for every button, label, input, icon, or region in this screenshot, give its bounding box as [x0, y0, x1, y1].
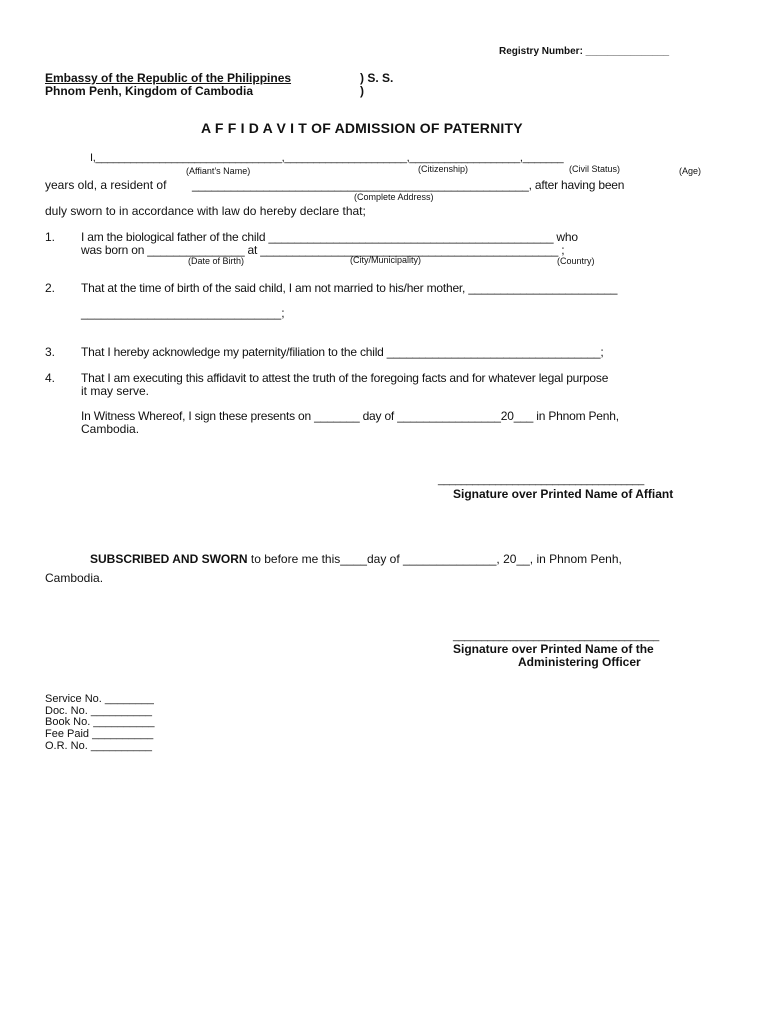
intro-line-1: I,________________________________,_____________________,___________________,_______	[90, 152, 564, 164]
caption-civil-status: (Civil Status)	[569, 164, 621, 174]
item-2-line-1: That at the time of birth of the said child, I am not married to his/her mother, _______________________	[81, 281, 618, 295]
intro-line-3: duly sworn to in accordance with law do hereby declare that;	[45, 204, 366, 218]
officer-signature-line: ____________________________________	[453, 630, 659, 642]
witness-line-1: In Witness Whereof, I sign these presents on _______ day of ________________20___ in Phnom Penh,	[81, 409, 619, 423]
fee-paid: Fee Paid __________	[45, 728, 154, 740]
venue-ss: ) S. S.	[360, 71, 394, 85]
caption-city-municipality: (City/Municipality)	[350, 255, 422, 265]
caption-affiant-name: (Affiant’s Name)	[186, 166, 251, 176]
item-4-number: 4.	[45, 371, 56, 385]
venue-ss-bracket: )	[360, 84, 364, 98]
jurat-rest: to before me this____day of ______________, 20__, in Phnom Penh,	[247, 552, 622, 566]
affiant-signature-label: Signature over Printed Name of Affiant	[453, 487, 674, 501]
jurat-line-1	[90, 552, 622, 566]
item-3-line-1: That I hereby acknowledge my paternity/filiation to the child _________________________________;	[81, 345, 604, 359]
caption-complete-address: (Complete Address)	[354, 192, 434, 202]
item-3-number: 3.	[45, 345, 56, 359]
caption-date-of-birth: (Date of Birth)	[188, 256, 245, 266]
fee-or-no: O.R. No. __________	[45, 740, 153, 752]
witness-line-2: Cambodia.	[81, 422, 140, 436]
venue-location: Phnom Penh, Kingdom of Cambodia	[45, 84, 253, 98]
caption-country: (Country)	[557, 256, 595, 266]
fee-book-no: Book No. __________	[45, 716, 155, 728]
item-2-number: 2.	[45, 281, 56, 295]
item-4-line-2: it may serve.	[81, 384, 150, 398]
fee-service-no: Service No. ________	[45, 693, 154, 705]
document-title: A F F I D A V I T OF ADMISSION OF PATERNITY	[201, 120, 523, 136]
item-2-line-2: ______________________________;	[81, 306, 285, 320]
item-1-line-2: was born on _______________ at ______________________________________________ ;	[81, 243, 565, 257]
jurat-line-2: Cambodia.	[45, 571, 104, 585]
item-1-line-1: I am the biological father of the child ____________________________________________ who	[81, 230, 578, 244]
affiant-signature-line: ____________________________________	[438, 474, 644, 486]
registry-number: Registry Number: _______________	[499, 46, 670, 57]
officer-signature-label-2: Administering Officer	[518, 655, 641, 669]
intro-line-2-address-blank: ____________________________________________________, after having been	[192, 178, 625, 192]
caption-citizenship: (Citizenship)	[418, 164, 469, 174]
jurat-bold: SUBSCRIBED AND SWORN	[90, 552, 248, 566]
item-4-line-1: That I am executing this affidavit to attest the truth of the foregoing facts and for whatever legal purpose	[81, 371, 609, 385]
item-1-number: 1.	[45, 230, 56, 244]
intro-line-2-label: years old, a resident of	[45, 178, 167, 192]
officer-signature-label-1: Signature over Printed Name of the	[453, 642, 654, 656]
venue-embassy: Embassy of the Republic of the Philippines	[45, 71, 292, 85]
fee-doc-no: Doc. No. __________	[45, 705, 153, 717]
caption-age: (Age)	[679, 166, 702, 176]
